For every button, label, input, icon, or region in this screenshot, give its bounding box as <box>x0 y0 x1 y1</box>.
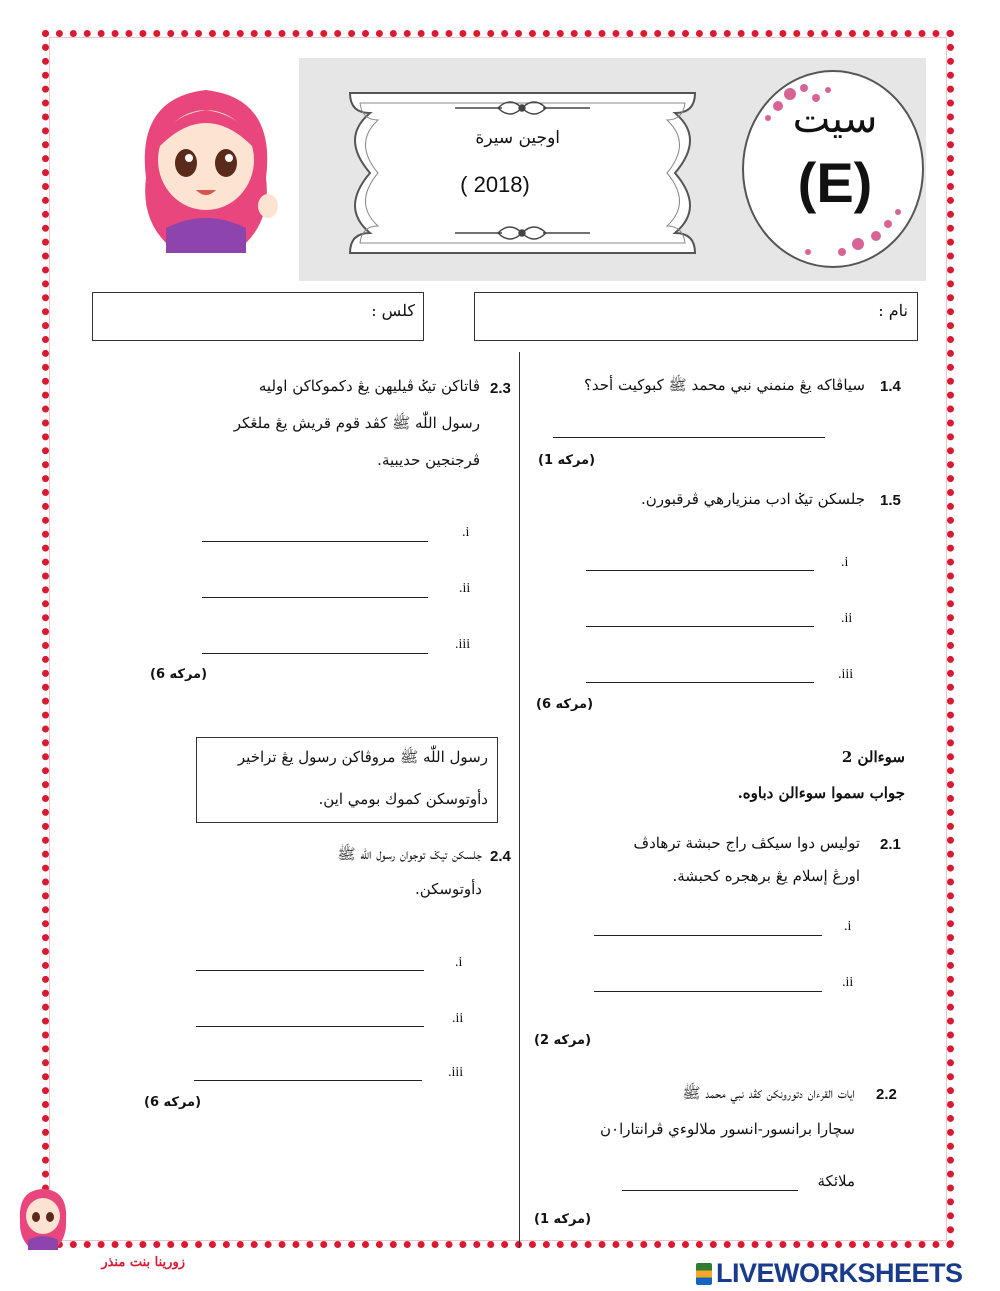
column-divider <box>519 352 520 1248</box>
q2-2-number: 2.2 <box>876 1086 897 1103</box>
q2-4-label-i: .i <box>455 955 463 970</box>
info-box-line1: رسول اللّٰه ﷺ مروڤاكن رسول يڠ تراخير <box>237 748 488 766</box>
q1-4-text: سياڤاكه يڠ منمني نبي محمد ﷺ كبوكيت أحد؟ <box>583 376 865 394</box>
q2-3-label-ii: .ii <box>459 581 471 596</box>
q2-4-line2: دأوتوسكن. <box>414 880 482 898</box>
brand-name: LIVEWORKSHEETS <box>716 1258 963 1288</box>
q2-3-number: 2.3 <box>490 380 511 397</box>
q2-3-label-i: .i <box>462 525 470 540</box>
class-label: كلس : <box>371 301 415 320</box>
q1-5-label-ii: .ii <box>841 611 853 626</box>
q2-3-line2: رسول اللّٰه ﷺ كڤد قوم قريش يڠ ملڠكر <box>233 414 480 432</box>
q2-4-answer-line-i[interactable] <box>196 970 424 971</box>
q2-2-line3: ملائكة <box>817 1172 855 1190</box>
q2-1-label-ii: .ii <box>842 975 854 990</box>
q2-1-number: 2.1 <box>880 836 901 853</box>
q1-4-marks: (1 مركه) <box>538 453 596 468</box>
q2-1-marks: (2 مركه) <box>534 1033 592 1048</box>
q2-1-label-i: .i <box>844 919 852 934</box>
section-2-instruction: جواب سموا سوءالن دباوه. <box>737 784 905 802</box>
q2-4-marks: (6 مركه) <box>144 1095 202 1110</box>
q2-4-label-ii: .ii <box>452 1011 464 1026</box>
section-2-title: سوءالن 2 <box>841 748 905 766</box>
girl-mascot-illustration <box>126 78 286 253</box>
q1-5-label-iii: .iii <box>838 667 854 682</box>
q1-5-marks: (6 مركه) <box>536 697 594 712</box>
q2-1-answer-line-ii[interactable] <box>594 991 822 992</box>
q2-1-line1: توليس دوا سيكڤ راج حبشة ترهادڤ <box>633 834 860 852</box>
liveworksheets-logo[interactable] <box>696 1258 963 1289</box>
set-label: سيت <box>792 96 878 142</box>
q1-5-answer-line-ii[interactable] <box>586 626 814 627</box>
q2-2-answer-line[interactable] <box>622 1190 798 1191</box>
q2-4-label-iii: .iii <box>448 1065 464 1080</box>
q2-4-number: 2.4 <box>490 848 511 865</box>
q2-3-label-iii: .iii <box>455 637 471 652</box>
q2-3-line1: ڤاتاكن تيݢ ڤيليهن يڠ دكموكاكن اوليه <box>258 377 480 395</box>
q2-3-answer-line-ii[interactable] <box>202 597 428 598</box>
q1-5-text: جلسكن تيݢ ادب منزيارهي ڤرقبورن. <box>640 490 865 508</box>
q2-4-line1: جلسكن تيݢ توجوان رسول اللّٰه ﷺ <box>337 845 482 863</box>
q2-3-line3: ڤرجنجين حديبية. <box>377 451 480 469</box>
info-box-line2: دأوتوسكن كموك بومي اين. <box>318 790 488 808</box>
q2-2-marks: (1 مركه) <box>534 1212 592 1227</box>
q2-3-answer-line-iii[interactable] <box>202 653 428 654</box>
q2-3-marks: (6 مركه) <box>150 667 208 682</box>
page-title: اوجين سيرة <box>475 128 560 148</box>
q1-4-number: 1.4 <box>880 378 901 395</box>
set-letter: (E) <box>797 151 873 214</box>
q1-5-answer-line-i[interactable] <box>586 570 814 571</box>
year-label: ( 2018) <box>460 172 530 197</box>
name-label: نام : <box>878 301 908 320</box>
lws-badge-icon <box>696 1263 712 1285</box>
q2-4-answer-line-ii[interactable] <box>196 1026 424 1027</box>
q2-2-line2: سچارا برانسور-انسور ملالوءي ڤرانتارا٠ن <box>600 1120 855 1138</box>
q1-5-label-i: .i <box>841 555 849 570</box>
q1-4-answer-line[interactable] <box>553 437 825 438</box>
q2-2-line1: ايات القرءان دتورونكن كڤد نبي محمد ﷺ <box>682 1084 855 1102</box>
q1-5-number: 1.5 <box>880 492 901 509</box>
q1-5-answer-line-iii[interactable] <box>586 682 814 683</box>
author-credit: زورينا بنت منذر <box>101 1255 185 1270</box>
q2-4-answer-line-iii[interactable] <box>194 1080 422 1081</box>
q2-3-answer-line-i[interactable] <box>202 541 428 542</box>
q2-1-line2: اورڠ إسلام يڠ برهجره كحبشة. <box>672 867 860 885</box>
q2-1-answer-line-i[interactable] <box>594 935 822 936</box>
author-avatar-illustration <box>14 1186 72 1250</box>
